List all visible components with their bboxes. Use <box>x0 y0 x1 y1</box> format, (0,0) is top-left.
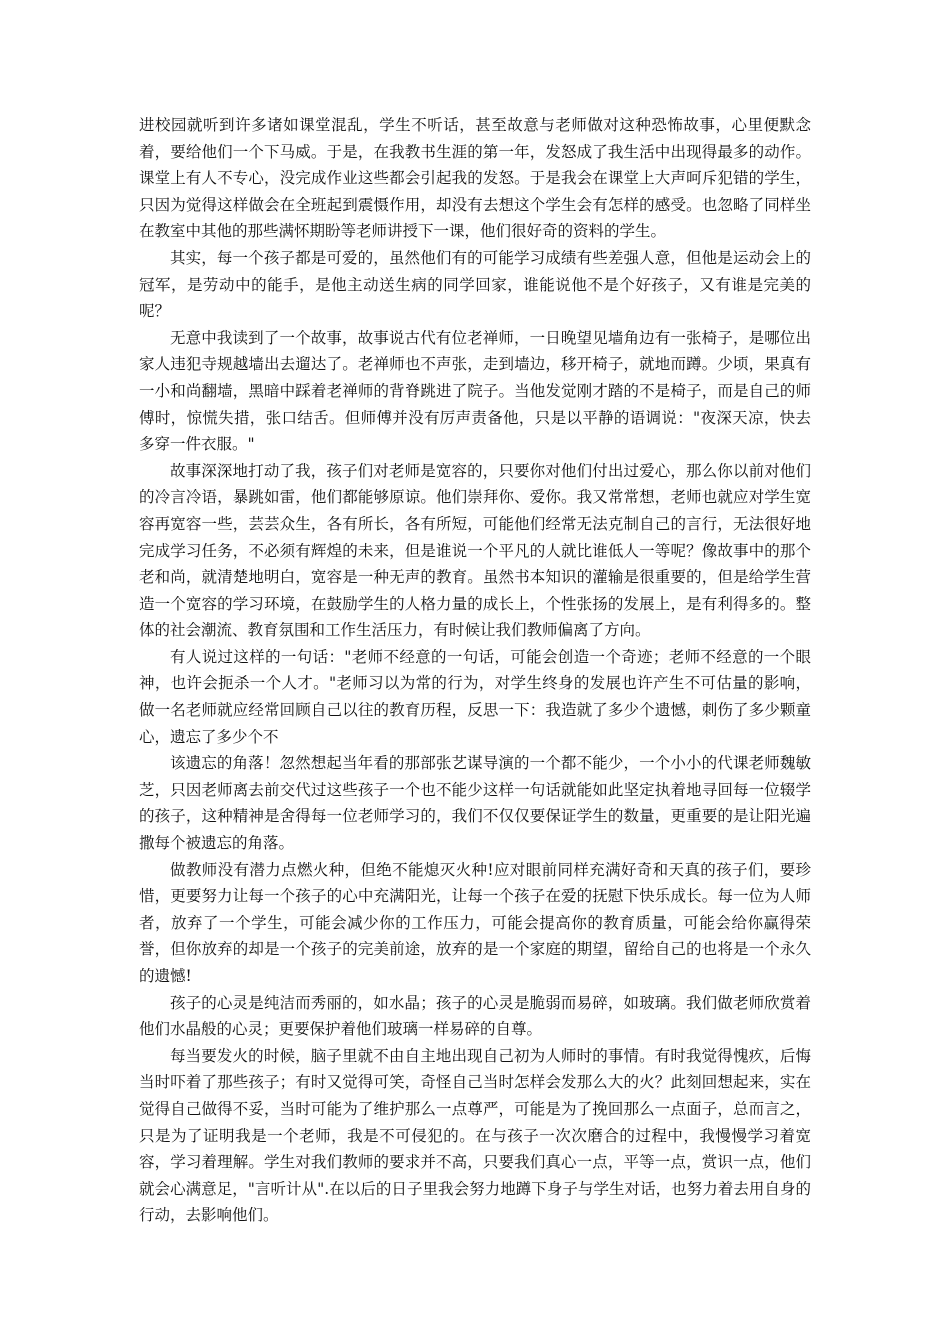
paragraph-2: 其实，每一个孩子都是可爱的，虽然他们有的可能学习成绩有些差强人意，但他是运动会上的冠军，是劳动中的能手，是他主动送生病的同学回家，谁能说他不是个好孩子，又有谁是完美的呢？ <box>139 248 811 321</box>
paragraph-3: 无意中我读到了一个故事，故事说古代有位老禅师，一日晚望见墙角边有一张椅子，是哪位出家人违犯寺规越墙出去遛达了。老禅师也不声张，走到墙边，移开椅子，就地而蹲。少顷，果真有一小和尚翻墙，黑暗中踩着老禅师的背脊跳进了院子。当他发觉刚才踏的不是椅子，而是自己的师傅时，惊慌失措，张口结舌。但师傅并没有厉声责备他，只是以平静的语调说："夜深天凉，快去多穿一件衣服。" <box>139 328 811 454</box>
paragraph-1: 进校园就听到许多诸如课堂混乱，学生不听话，甚至故意与老师做对这种恐怖故事，心里便默念着，要给他们一个下马威。于是，在我教书生涯的第一年，发怒成了我生活中出现得最多的动作。课堂上有人不专心，没完成作业这些都会引起我的发怒。于是我会在课堂上大声呵斥犯错的学生，只因为觉得这样做会在全班起到震慑作用，却没有去想这个学生会有怎样的感受。也忽略了同样坐在教室中其他的那些满怀期盼等老师讲授下一课，他们很好奇的资料的学生。 <box>139 116 811 241</box>
paragraph-9: 每当要发火的时候，脑子里就不由自主地出现自己初为人师时的事情。有时我觉得愧疚，后悔当时吓着了那些孩子；有时又觉得可笑，奇怪自己当时怎样会发那么大的火？此刻回想起来，实在觉得自己做得不妥，当时可能为了维护那么一点尊严，可能是为了挽回那么一点面子，总而言之，只是为了证明我是一个老师，我是不可侵犯的。在与孩子一次次磨合的过程中，我慢慢学习着宽容，学习着理解。学生对我们教师的要求并不高，只要我们真心一点，平等一点，赏识一点，他们就会心满意足，"言听计从".在以后的日子里我会努力地蹲下身子与学生对话，也努力着去用自身的行动，去影响他们。 <box>139 1046 811 1225</box>
paragraph-4: 故事深深地打动了我，孩子们对老师是宽容的，只要你对他们付出过爱心，那么你以前对他们的冷言冷语，暴跳如雷，他们都能够原谅。他们崇拜你、爱你。我又常常想，老师也就应对学生宽容再宽容一些，芸芸众生，各有所长，各有所短，可能他们经常无法克制自己的言行，无法很好地完成学习任务，不必须有辉煌的未来，但是谁说一个平凡的人就比谁低人一等呢？像故事中的那个老和尚，就清楚地明白，宽容是一种无声的教育。虽然书本知识的灌输是很重要的，但是给学生营造一个宽容的学习环境，在鼓励学生的人格力量的成长上，个性张扬的发展上，是有利得多的。整体的社会潮流、教育氛围和工作生活压力，有时候让我们教师偏离了方向。 <box>139 461 811 640</box>
paragraph-5: 有人说过这样的一句话："老师不经意的一句话，可能会创造一个奇迹；老师不经意的一个眼神，也许会扼杀一个人才。"老师习以为常的行为，对学生终身的发展也许产生不可估量的影响，做一名老师就应经常回顾自己以往的教育历程，反思一下：我造就了多少个遗憾，刺伤了多少颗童心，遗忘了多少个不 <box>139 647 811 746</box>
paragraph-8: 孩子的心灵是纯洁而秀丽的，如水晶；孩子的心灵是脆弱而易碎，如玻璃。我们做老师欣赏着他们水晶般的心灵；更要保护着他们玻璃一样易碎的自尊。 <box>139 993 811 1039</box>
paragraph-6: 该遗忘的角落！忽然想起当年看的那部张艺谋导演的一个都不能少，一个小小的代课老师魏敏芝，只因老师离去前交代过这些孩子一个也不能少这样一句话就能如此坚定执着地寻回每一位辍学的孩子，这种精神是舍得每一位老师学习的，我们不仅仅要保证学生的数量，更重要的是让阳光遍撒每个被遗忘的角落。 <box>139 754 811 853</box>
document-body <box>139 112 811 1229</box>
paragraph-7: 做教师没有潜力点燃火种，但绝不能熄灭火种!应对眼前同样充满好奇和天真的孩子们，要珍惜，更要努力让每一个孩子的心中充满阳光，让每一个孩子在爱的抚慰下快乐成长。每一位为人师者，放弃了一个学生，可能会减少你的工作压力，可能会提高你的教育质量，可能会给你赢得荣誉，但你放弃的却是一个孩子的完美前途，放弃的是一个家庭的期望，留给自己的也将是一个永久的遗憾! <box>139 860 811 985</box>
